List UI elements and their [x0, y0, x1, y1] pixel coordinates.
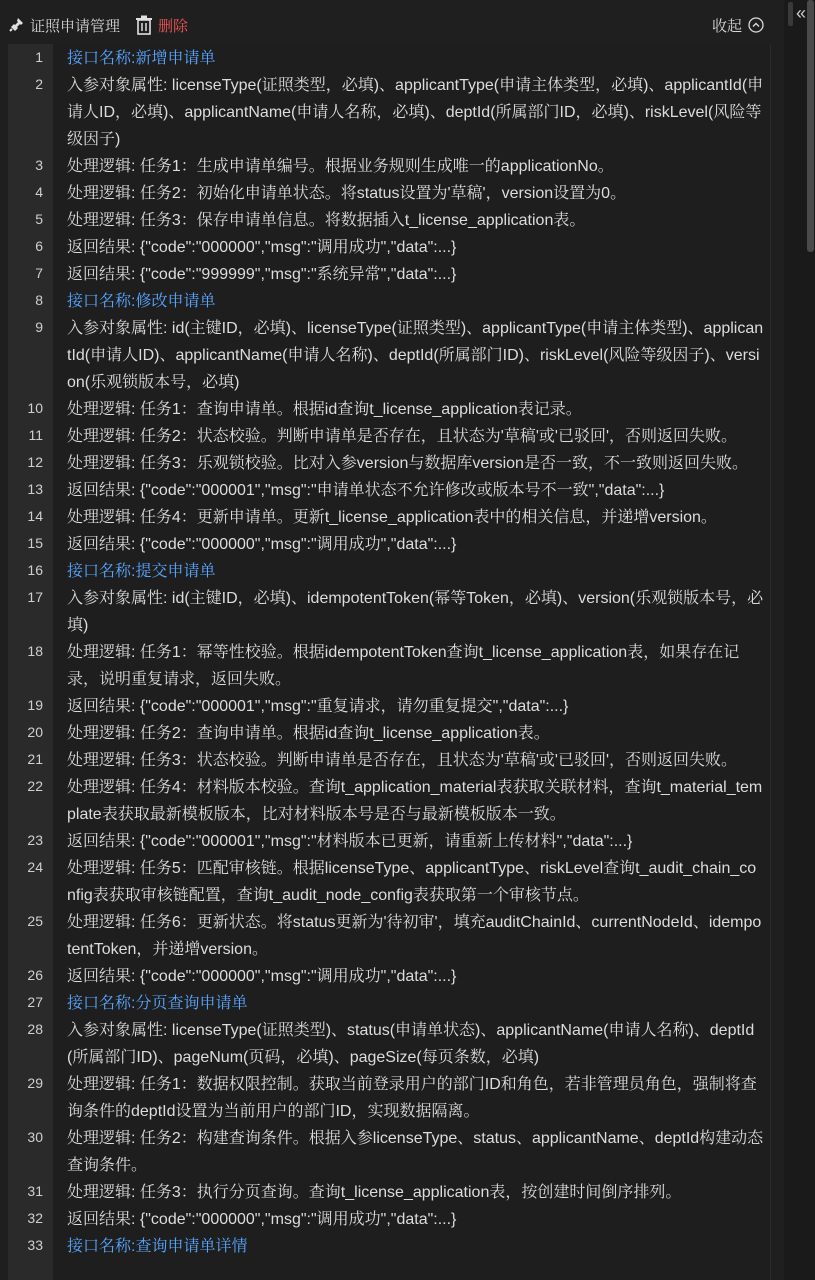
code-line[interactable] — [9, 153, 770, 180]
code-line[interactable] — [9, 423, 770, 450]
line-text: 返回结果: {"code":"000001","msg":"材料版本已更新，请重新上传材料","data":...} — [67, 833, 633, 850]
line-number: 22 — [27, 778, 43, 794]
interface-name-text: 接口名称:提交申请单 — [67, 563, 216, 580]
line-number: 21 — [27, 751, 43, 767]
interface-name-text: 接口名称:修改申请单 — [67, 293, 216, 310]
line-number: 31 — [27, 1183, 43, 1199]
line-number: 1 — [35, 49, 43, 65]
delete-button[interactable] — [134, 14, 188, 36]
line-number: 17 — [27, 589, 43, 605]
line-number: 14 — [27, 508, 43, 524]
code-line[interactable] — [9, 315, 770, 396]
code-line[interactable] — [9, 180, 770, 207]
line-text: 处理逻辑: 任务2：状态校验。判断申请单是否存在，且状态为'草稿'或'已驳回'，否则返回失败。 — [67, 428, 738, 445]
line-number: 2 — [35, 76, 43, 92]
line-number: 19 — [27, 697, 43, 713]
code-line[interactable] — [9, 963, 770, 990]
delete-label: 删除 — [158, 17, 189, 35]
line-text: 处理逻辑: 任务3：保存申请单信息。将数据插入t_license_application表。 — [67, 212, 586, 229]
code-line[interactable] — [9, 774, 770, 828]
line-text: 处理逻辑: 任务3：执行分页查询。查询t_license_application表，按创建时间倒序排列。 — [67, 1184, 682, 1201]
code-line[interactable] — [9, 207, 770, 234]
code-line[interactable] — [9, 585, 770, 639]
code-line[interactable] — [9, 1179, 770, 1206]
line-number: 26 — [27, 967, 43, 983]
title-label: 证照申请管理 — [30, 17, 121, 35]
code-editor[interactable] — [8, 44, 771, 1280]
line-number: 5 — [35, 211, 43, 227]
code-line[interactable] — [9, 396, 770, 423]
line-text: 返回结果: {"code":"999999","msg":"系统异常","data":...} — [67, 266, 457, 283]
line-text: 返回结果: {"code":"000001","msg":"重复请求，请勿重复提交","data":...} — [67, 698, 569, 715]
line-number: 16 — [27, 562, 43, 578]
line-number: 32 — [27, 1210, 43, 1226]
line-number: 30 — [27, 1129, 43, 1145]
code-line[interactable] — [9, 747, 770, 774]
line-text: 处理逻辑: 任务5：匹配审核链。根据licenseType、applicantType、riskLevel查询t_audit_chain_config表获取审核链配置，查询t_audit_node_config表获取第一个审核节点。 — [67, 860, 757, 904]
line-text: 返回结果: {"code":"000000","msg":"调用成功","data":...} — [67, 968, 457, 985]
collapse-label: 收起 — [711, 17, 742, 35]
line-number: 13 — [27, 481, 43, 497]
line-number: 3 — [35, 157, 43, 173]
line-text: 处理逻辑: 任务1：幂等性校验。根据idempotentToken查询t_license_application表，如果存在记录，说明重复请求，返回失败。 — [67, 644, 740, 688]
chevron-up-circle-icon — [748, 17, 764, 33]
scrollbar-thumb[interactable] — [807, 0, 814, 252]
code-line[interactable] — [9, 477, 770, 504]
code-line[interactable] — [9, 639, 770, 693]
code-line[interactable] — [9, 1206, 770, 1233]
line-text: 处理逻辑: 任务1：生成申请单编号。根据业务规则生成唯一的applicationNo。 — [67, 158, 614, 175]
panel-title — [6, 14, 120, 36]
interface-name-line[interactable] — [9, 558, 770, 585]
line-text: 处理逻辑: 任务2：构建查询条件。根据入参licenseType、status、applicantName、deptId构建动态查询条件。 — [67, 1130, 764, 1174]
line-number: 8 — [35, 292, 43, 308]
code-line[interactable] — [9, 909, 770, 963]
collapse-button[interactable] — [712, 14, 764, 36]
panel-header — [0, 0, 780, 50]
line-number: 18 — [27, 643, 43, 659]
code-line[interactable] — [9, 1125, 770, 1179]
code-line[interactable] — [9, 72, 770, 153]
side-scrollbar[interactable] — [788, 2, 793, 26]
line-text: 处理逻辑: 任务3：乐观锁校验。比对入参version与数据库version是否一致，不一致则返回失败。 — [67, 455, 748, 472]
line-text: 入参对象属性: licenseType(证照类型，必填)、applicantType(申请主体类型，必填)、applicantId(申请人ID，必填)、applicantName(申请人名称，必填)、deptId(所属部门ID，必填)、riskLevel(风险等级因子) — [67, 77, 764, 148]
code-line[interactable] — [9, 828, 770, 855]
line-text: 入参对象属性: licenseType(证照类型)、status(申请单状态)、applicantName(申请人名称)、deptId(所属部门ID)、pageNum(页码，必填)、pageSize(每页条数，必填) — [67, 1022, 755, 1066]
code-line[interactable] — [9, 504, 770, 531]
interface-name-text: 接口名称:分页查询申请单 — [67, 995, 248, 1012]
line-number: 6 — [35, 238, 43, 254]
line-number: 15 — [27, 535, 43, 551]
line-text: 处理逻辑: 任务1：数据权限控制。获取当前登录用户的部门ID和角色，若非管理员角色，强制将查询条件的deptId设置为当前用户的部门ID，实现数据隔离。 — [67, 1076, 757, 1120]
line-number: 12 — [27, 454, 43, 470]
line-number: 23 — [27, 832, 43, 848]
interface-name-line[interactable] — [9, 45, 770, 72]
code-line[interactable] — [9, 531, 770, 558]
interface-name-text: 接口名称:新增申请单 — [67, 50, 216, 67]
trash-icon — [134, 14, 154, 36]
line-number: 28 — [27, 1021, 43, 1037]
code-line[interactable] — [9, 855, 770, 909]
code-line[interactable] — [9, 450, 770, 477]
plug-icon — [6, 15, 26, 35]
interface-name-line[interactable] — [9, 990, 770, 1017]
line-text: 处理逻辑: 任务3：状态校验。判断申请单是否存在，且状态为'草稿'或'已驳回'，否则返回失败。 — [67, 752, 738, 769]
line-text: 返回结果: {"code":"000000","msg":"调用成功","data":...} — [67, 536, 457, 553]
double-chevron-left-icon[interactable]: « — [796, 3, 807, 23]
line-text: 入参对象属性: id(主键ID，必填)、idempotentToken(幂等Token，必填)、version(乐观锁版本号，必填) — [67, 590, 764, 634]
line-text: 处理逻辑: 任务2：初始化申请单状态。将status设置为'草稿'，version设置为0。 — [67, 185, 627, 202]
interface-name-line[interactable] — [9, 288, 770, 315]
line-number: 9 — [35, 319, 43, 335]
line-text: 返回结果: {"code":"000000","msg":"调用成功","data":...} — [67, 239, 457, 256]
line-number: 7 — [35, 265, 43, 281]
line-text: 返回结果: {"code":"000000","msg":"调用成功","data":...} — [67, 1211, 457, 1228]
code-line[interactable] — [9, 261, 770, 288]
line-text: 处理逻辑: 任务6：更新状态。将status更新为'待初审'，填充auditChainId、currentNodeId、idempotentToken，并递增version。 — [67, 914, 762, 958]
code-line[interactable] — [9, 693, 770, 720]
code-line[interactable] — [9, 1017, 770, 1071]
line-text: 入参对象属性: id(主键ID，必填)、licenseType(证照类型)、applicantType(申请主体类型)、applicantId(申请人ID)、applicantName(申请人名称)、deptId(所属部门ID)、riskLevel(风险等级因子)、version(乐观锁版本号，必填) — [67, 320, 764, 391]
code-line[interactable] — [9, 234, 770, 261]
line-text: 返回结果: {"code":"000001","msg":"申请单状态不允许修改或版本号不一致","data":...} — [67, 482, 665, 499]
line-number: 20 — [27, 724, 43, 740]
line-number: 24 — [27, 859, 43, 875]
interface-name-line[interactable] — [9, 1233, 770, 1260]
line-text: 处理逻辑: 任务2：查询申请单。根据id查询t_license_application表。 — [67, 725, 550, 742]
line-text: 处理逻辑: 任务1：查询申请单。根据id查询t_license_application表记录。 — [67, 401, 582, 418]
line-number: 4 — [35, 184, 43, 200]
line-number: 25 — [27, 913, 43, 929]
line-number: 29 — [27, 1075, 43, 1091]
line-number: 11 — [28, 427, 43, 443]
line-text: 处理逻辑: 任务4：更新申请单。更新t_license_application表中的相关信息，并递增version。 — [67, 509, 717, 526]
line-text: 处理逻辑: 任务4：材料版本校验。查询t_application_material表获取关联材料，查询t_material_template表获取最新模板版本，比对材料版本号是否与最新模板版本一致。 — [67, 779, 763, 823]
code-line[interactable] — [9, 720, 770, 747]
interface-name-text: 接口名称:查询申请单详情 — [67, 1238, 248, 1255]
code-line[interactable] — [9, 1071, 770, 1125]
line-number: 27 — [27, 994, 43, 1010]
line-number: 10 — [27, 400, 43, 416]
line-number: 33 — [27, 1237, 43, 1253]
